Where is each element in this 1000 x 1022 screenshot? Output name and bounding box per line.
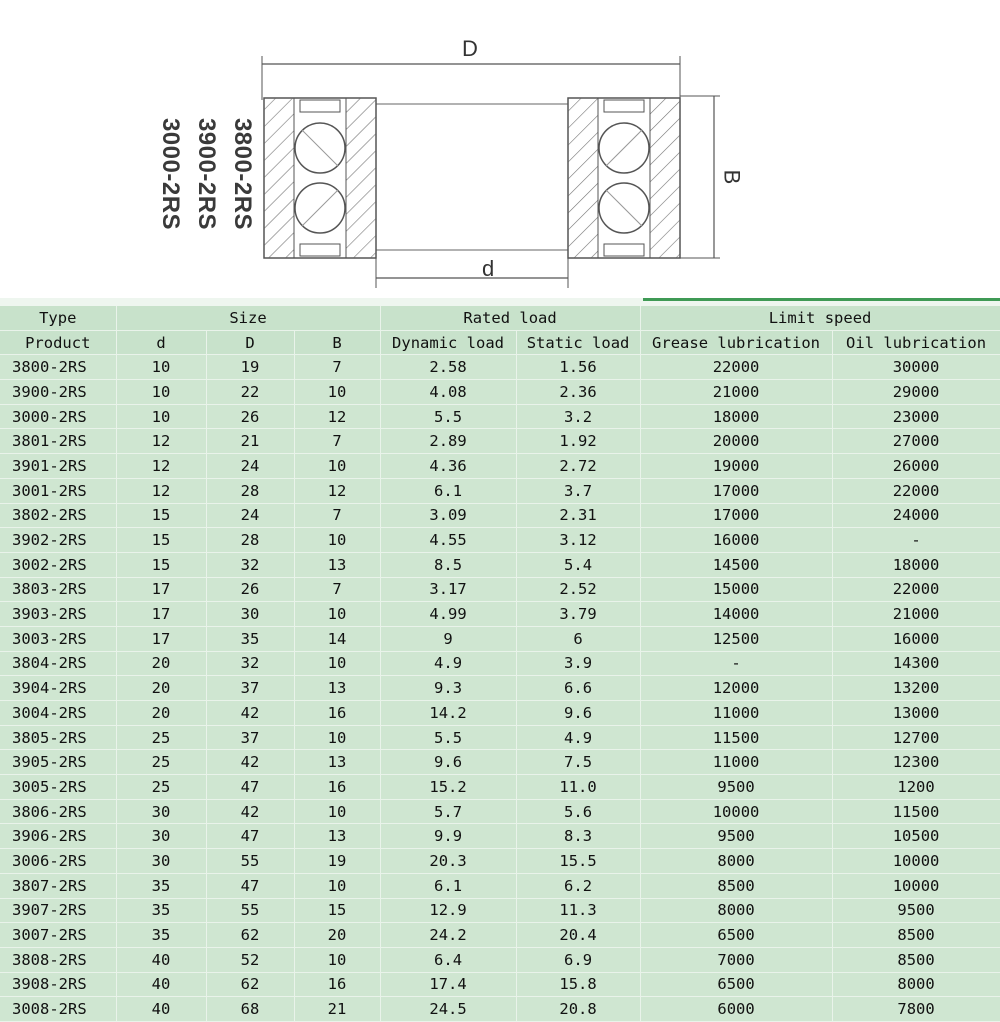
cell-b-width: 13 bbox=[294, 824, 380, 849]
cell-dynamic-load: 4.99 bbox=[380, 602, 516, 627]
cell-b-width: 15 bbox=[294, 898, 380, 923]
cell-d-outer: 47 bbox=[206, 873, 294, 898]
cell-oil-speed: 23000 bbox=[832, 404, 1000, 429]
cell-b-width: 10 bbox=[294, 602, 380, 627]
table-row bbox=[0, 355, 1000, 380]
cell-d-outer: 52 bbox=[206, 947, 294, 972]
group-header-size: Size bbox=[116, 306, 380, 330]
column-header-dynamic-load: Dynamic load bbox=[380, 330, 516, 355]
bearing-cross-section bbox=[0, 0, 1000, 300]
table-row bbox=[0, 429, 1000, 454]
table-top-strip bbox=[0, 298, 1000, 306]
cell-grease-speed: 6000 bbox=[640, 997, 832, 1022]
cell-oil-speed: 18000 bbox=[832, 552, 1000, 577]
cell-oil-speed: 30000 bbox=[832, 355, 1000, 380]
cell-product: 3901-2RS bbox=[0, 454, 116, 479]
cell-oil-speed: 8500 bbox=[832, 923, 1000, 948]
cell-b-width: 7 bbox=[294, 429, 380, 454]
cell-oil-speed: 27000 bbox=[832, 429, 1000, 454]
cell-b-width: 13 bbox=[294, 676, 380, 701]
cell-d-outer: 19 bbox=[206, 355, 294, 380]
cell-d-outer: 68 bbox=[206, 997, 294, 1022]
cell-product: 3000-2RS bbox=[0, 404, 116, 429]
cell-grease-speed: 8500 bbox=[640, 873, 832, 898]
cell-oil-speed: 13000 bbox=[832, 701, 1000, 726]
cell-product: 3804-2RS bbox=[0, 651, 116, 676]
cell-static-load: 15.8 bbox=[516, 972, 640, 997]
cell-b-width: 21 bbox=[294, 997, 380, 1022]
cell-oil-speed: 26000 bbox=[832, 454, 1000, 479]
cell-dynamic-load: 5.7 bbox=[380, 799, 516, 824]
cell-b-width: 12 bbox=[294, 404, 380, 429]
cell-d-outer: 42 bbox=[206, 750, 294, 775]
cell-dynamic-load: 4.36 bbox=[380, 454, 516, 479]
table-row bbox=[0, 775, 1000, 800]
cell-b-width: 10 bbox=[294, 725, 380, 750]
series-label-3000: 3000-2RS bbox=[157, 117, 185, 231]
table-row bbox=[0, 997, 1000, 1022]
cell-product: 3005-2RS bbox=[0, 775, 116, 800]
cell-d-outer: 28 bbox=[206, 528, 294, 553]
cell-oil-speed: 9500 bbox=[832, 898, 1000, 923]
header-accent-bar bbox=[643, 298, 1000, 301]
column-header-d-inner: d bbox=[116, 330, 206, 355]
table-row bbox=[0, 849, 1000, 874]
cell-product: 3904-2RS bbox=[0, 676, 116, 701]
cell-d-inner: 25 bbox=[116, 775, 206, 800]
table-row bbox=[0, 799, 1000, 824]
cell-grease-speed: 11500 bbox=[640, 725, 832, 750]
cell-oil-speed: 7800 bbox=[832, 997, 1000, 1022]
cell-b-width: 16 bbox=[294, 972, 380, 997]
table-row bbox=[0, 676, 1000, 701]
cell-dynamic-load: 8.5 bbox=[380, 552, 516, 577]
column-header-d-outer: D bbox=[206, 330, 294, 355]
cell-d-outer: 55 bbox=[206, 898, 294, 923]
cell-d-outer: 26 bbox=[206, 404, 294, 429]
cell-dynamic-load: 24.5 bbox=[380, 997, 516, 1022]
cell-grease-speed: 19000 bbox=[640, 454, 832, 479]
cell-grease-speed: 20000 bbox=[640, 429, 832, 454]
cell-oil-speed: 1200 bbox=[832, 775, 1000, 800]
cell-b-width: 7 bbox=[294, 503, 380, 528]
cell-oil-speed: 29000 bbox=[832, 380, 1000, 405]
cell-static-load: 2.52 bbox=[516, 577, 640, 602]
cell-d-inner: 20 bbox=[116, 676, 206, 701]
cell-product: 3900-2RS bbox=[0, 380, 116, 405]
cell-oil-speed: 10500 bbox=[832, 824, 1000, 849]
table-row bbox=[0, 454, 1000, 479]
cell-d-outer: 47 bbox=[206, 775, 294, 800]
cell-oil-speed: 22000 bbox=[832, 478, 1000, 503]
cell-oil-speed: 24000 bbox=[832, 503, 1000, 528]
cell-grease-speed: 10000 bbox=[640, 799, 832, 824]
table-row bbox=[0, 552, 1000, 577]
cell-static-load: 4.9 bbox=[516, 725, 640, 750]
cell-b-width: 16 bbox=[294, 701, 380, 726]
cell-dynamic-load: 4.55 bbox=[380, 528, 516, 553]
cell-d-outer: 26 bbox=[206, 577, 294, 602]
cell-dynamic-load: 2.58 bbox=[380, 355, 516, 380]
cell-d-inner: 40 bbox=[116, 972, 206, 997]
cell-dynamic-load: 6.1 bbox=[380, 873, 516, 898]
cell-static-load: 3.79 bbox=[516, 602, 640, 627]
cell-grease-speed: 6500 bbox=[640, 972, 832, 997]
cell-b-width: 13 bbox=[294, 552, 380, 577]
dimension-label-inner: d bbox=[482, 256, 495, 281]
cell-d-inner: 17 bbox=[116, 626, 206, 651]
table-row bbox=[0, 626, 1000, 651]
cell-d-inner: 20 bbox=[116, 651, 206, 676]
cell-b-width: 19 bbox=[294, 849, 380, 874]
cell-b-width: 10 bbox=[294, 380, 380, 405]
table-row bbox=[0, 577, 1000, 602]
dimension-label-outer: D bbox=[462, 36, 478, 61]
cell-d-outer: 62 bbox=[206, 972, 294, 997]
cell-static-load: 7.5 bbox=[516, 750, 640, 775]
cell-b-width: 7 bbox=[294, 355, 380, 380]
dimension-label-width: B bbox=[719, 169, 745, 185]
cell-d-inner: 35 bbox=[116, 873, 206, 898]
cell-dynamic-load: 3.17 bbox=[380, 577, 516, 602]
column-header-product: Product bbox=[0, 330, 116, 355]
group-header-row bbox=[0, 306, 1000, 330]
cell-static-load: 6 bbox=[516, 626, 640, 651]
cell-oil-speed: 14300 bbox=[832, 651, 1000, 676]
cell-static-load: 8.3 bbox=[516, 824, 640, 849]
cell-product: 3806-2RS bbox=[0, 799, 116, 824]
cell-d-outer: 28 bbox=[206, 478, 294, 503]
cell-b-width: 10 bbox=[294, 651, 380, 676]
group-header-rated-load: Rated load bbox=[380, 306, 640, 330]
cell-grease-speed: 17000 bbox=[640, 478, 832, 503]
cell-grease-speed: 16000 bbox=[640, 528, 832, 553]
cell-dynamic-load: 24.2 bbox=[380, 923, 516, 948]
cell-oil-speed: 12300 bbox=[832, 750, 1000, 775]
cell-product: 3908-2RS bbox=[0, 972, 116, 997]
cell-static-load: 6.6 bbox=[516, 676, 640, 701]
series-label-3900: 3900-2RS bbox=[193, 117, 221, 231]
cell-oil-speed: 10000 bbox=[832, 873, 1000, 898]
cell-oil-speed: 10000 bbox=[832, 849, 1000, 874]
cell-dynamic-load: 9 bbox=[380, 626, 516, 651]
cell-grease-speed: 21000 bbox=[640, 380, 832, 405]
cell-d-outer: 35 bbox=[206, 626, 294, 651]
table-row bbox=[0, 972, 1000, 997]
cell-grease-speed: 22000 bbox=[640, 355, 832, 380]
cell-grease-speed: 11000 bbox=[640, 750, 832, 775]
cell-static-load: 6.9 bbox=[516, 947, 640, 972]
cell-static-load: 11.0 bbox=[516, 775, 640, 800]
cell-static-load: 5.6 bbox=[516, 799, 640, 824]
cell-static-load: 3.7 bbox=[516, 478, 640, 503]
cell-oil-speed: 22000 bbox=[832, 577, 1000, 602]
cell-d-inner: 10 bbox=[116, 380, 206, 405]
cell-dynamic-load: 12.9 bbox=[380, 898, 516, 923]
cell-product: 3803-2RS bbox=[0, 577, 116, 602]
cell-static-load: 2.36 bbox=[516, 380, 640, 405]
cell-d-inner: 25 bbox=[116, 725, 206, 750]
cell-product: 3002-2RS bbox=[0, 552, 116, 577]
cell-d-outer: 30 bbox=[206, 602, 294, 627]
cell-d-inner: 12 bbox=[116, 454, 206, 479]
table-row bbox=[0, 824, 1000, 849]
cell-d-inner: 30 bbox=[116, 824, 206, 849]
cell-static-load: 2.72 bbox=[516, 454, 640, 479]
cell-product: 3905-2RS bbox=[0, 750, 116, 775]
cell-dynamic-load: 9.3 bbox=[380, 676, 516, 701]
cell-grease-speed: 17000 bbox=[640, 503, 832, 528]
cell-b-width: 16 bbox=[294, 775, 380, 800]
cell-dynamic-load: 9.6 bbox=[380, 750, 516, 775]
cell-b-width: 10 bbox=[294, 454, 380, 479]
cell-b-width: 7 bbox=[294, 577, 380, 602]
cell-product: 3903-2RS bbox=[0, 602, 116, 627]
cell-static-load: 1.56 bbox=[516, 355, 640, 380]
cell-grease-speed: 8000 bbox=[640, 849, 832, 874]
cell-product: 3003-2RS bbox=[0, 626, 116, 651]
cell-static-load: 5.4 bbox=[516, 552, 640, 577]
cell-d-outer: 24 bbox=[206, 454, 294, 479]
cell-oil-speed: - bbox=[832, 528, 1000, 553]
bearing-drawing bbox=[0, 0, 1000, 300]
cell-d-outer: 32 bbox=[206, 552, 294, 577]
cell-d-outer: 32 bbox=[206, 651, 294, 676]
bearing-spec-table bbox=[0, 306, 1000, 1022]
cell-d-outer: 42 bbox=[206, 799, 294, 824]
cell-static-load: 1.92 bbox=[516, 429, 640, 454]
cell-b-width: 12 bbox=[294, 478, 380, 503]
cell-static-load: 3.12 bbox=[516, 528, 640, 553]
cell-oil-speed: 12700 bbox=[832, 725, 1000, 750]
cell-oil-speed: 21000 bbox=[832, 602, 1000, 627]
cell-product: 3808-2RS bbox=[0, 947, 116, 972]
cell-product: 3007-2RS bbox=[0, 923, 116, 948]
cell-oil-speed: 11500 bbox=[832, 799, 1000, 824]
cell-dynamic-load: 17.4 bbox=[380, 972, 516, 997]
cell-b-width: 20 bbox=[294, 923, 380, 948]
cell-d-inner: 15 bbox=[116, 503, 206, 528]
table-row bbox=[0, 404, 1000, 429]
group-header-type: Type bbox=[0, 306, 116, 330]
cell-grease-speed: 9500 bbox=[640, 775, 832, 800]
column-header-b-width: B bbox=[294, 330, 380, 355]
cell-grease-speed: 6500 bbox=[640, 923, 832, 948]
column-header-oil-lubrication: Oil lubrication bbox=[832, 330, 1000, 355]
cell-d-outer: 24 bbox=[206, 503, 294, 528]
cell-d-outer: 62 bbox=[206, 923, 294, 948]
cell-product: 3807-2RS bbox=[0, 873, 116, 898]
cell-d-inner: 30 bbox=[116, 799, 206, 824]
cell-grease-speed: 9500 bbox=[640, 824, 832, 849]
cell-d-inner: 15 bbox=[116, 552, 206, 577]
cell-d-outer: 22 bbox=[206, 380, 294, 405]
table-row bbox=[0, 898, 1000, 923]
left-bearing-section bbox=[264, 98, 376, 258]
cell-grease-speed: 8000 bbox=[640, 898, 832, 923]
cell-b-width: 14 bbox=[294, 626, 380, 651]
cell-grease-speed: - bbox=[640, 651, 832, 676]
cell-product: 3802-2RS bbox=[0, 503, 116, 528]
cell-product: 3902-2RS bbox=[0, 528, 116, 553]
cell-d-outer: 37 bbox=[206, 676, 294, 701]
cell-b-width: 10 bbox=[294, 947, 380, 972]
cell-static-load: 6.2 bbox=[516, 873, 640, 898]
group-header-limit-speed: Limit speed bbox=[640, 306, 1000, 330]
cell-d-outer: 37 bbox=[206, 725, 294, 750]
cell-grease-speed: 14500 bbox=[640, 552, 832, 577]
cell-product: 3800-2RS bbox=[0, 355, 116, 380]
cell-static-load: 11.3 bbox=[516, 898, 640, 923]
table-row bbox=[0, 478, 1000, 503]
cell-oil-speed: 13200 bbox=[832, 676, 1000, 701]
cell-static-load: 3.9 bbox=[516, 651, 640, 676]
table-row bbox=[0, 651, 1000, 676]
cell-grease-speed: 12500 bbox=[640, 626, 832, 651]
cell-grease-speed: 15000 bbox=[640, 577, 832, 602]
table-row bbox=[0, 873, 1000, 898]
cell-d-outer: 55 bbox=[206, 849, 294, 874]
cell-d-inner: 10 bbox=[116, 404, 206, 429]
cell-d-inner: 17 bbox=[116, 602, 206, 627]
cell-grease-speed: 18000 bbox=[640, 404, 832, 429]
cell-b-width: 10 bbox=[294, 528, 380, 553]
table-row bbox=[0, 947, 1000, 972]
cell-dynamic-load: 4.9 bbox=[380, 651, 516, 676]
cell-d-inner: 20 bbox=[116, 701, 206, 726]
cell-oil-speed: 16000 bbox=[832, 626, 1000, 651]
cell-d-outer: 47 bbox=[206, 824, 294, 849]
cell-static-load: 3.2 bbox=[516, 404, 640, 429]
cell-static-load: 15.5 bbox=[516, 849, 640, 874]
cell-b-width: 10 bbox=[294, 799, 380, 824]
cell-dynamic-load: 3.09 bbox=[380, 503, 516, 528]
cell-dynamic-load: 2.89 bbox=[380, 429, 516, 454]
table-row bbox=[0, 528, 1000, 553]
cell-d-inner: 25 bbox=[116, 750, 206, 775]
cell-d-inner: 30 bbox=[116, 849, 206, 874]
cell-product: 3001-2RS bbox=[0, 478, 116, 503]
column-header-static-load: Static load bbox=[516, 330, 640, 355]
cell-b-width: 10 bbox=[294, 873, 380, 898]
cell-grease-speed: 12000 bbox=[640, 676, 832, 701]
column-header-grease-lubrication: Grease lubrication bbox=[640, 330, 832, 355]
cell-d-inner: 12 bbox=[116, 429, 206, 454]
cell-d-inner: 40 bbox=[116, 997, 206, 1022]
cell-product: 3801-2RS bbox=[0, 429, 116, 454]
cell-d-inner: 35 bbox=[116, 923, 206, 948]
cell-product: 3008-2RS bbox=[0, 997, 116, 1022]
cell-product: 3906-2RS bbox=[0, 824, 116, 849]
right-bearing-section bbox=[568, 98, 680, 258]
cell-dynamic-load: 15.2 bbox=[380, 775, 516, 800]
table-row bbox=[0, 380, 1000, 405]
cell-product: 3004-2RS bbox=[0, 701, 116, 726]
cell-dynamic-load: 5.5 bbox=[380, 725, 516, 750]
cell-oil-speed: 8000 bbox=[832, 972, 1000, 997]
cell-dynamic-load: 6.1 bbox=[380, 478, 516, 503]
cell-static-load: 9.6 bbox=[516, 701, 640, 726]
column-header-row bbox=[0, 330, 1000, 355]
table-row bbox=[0, 923, 1000, 948]
cell-d-outer: 21 bbox=[206, 429, 294, 454]
series-label-3800: 3800-2RS bbox=[229, 117, 257, 231]
cell-static-load: 2.31 bbox=[516, 503, 640, 528]
cell-dynamic-load: 6.4 bbox=[380, 947, 516, 972]
cell-d-outer: 42 bbox=[206, 701, 294, 726]
cell-dynamic-load: 14.2 bbox=[380, 701, 516, 726]
cell-oil-speed: 8500 bbox=[832, 947, 1000, 972]
table-row bbox=[0, 725, 1000, 750]
cell-grease-speed: 7000 bbox=[640, 947, 832, 972]
cell-d-inner: 12 bbox=[116, 478, 206, 503]
cell-d-inner: 35 bbox=[116, 898, 206, 923]
table-row bbox=[0, 503, 1000, 528]
table-row bbox=[0, 602, 1000, 627]
table-row bbox=[0, 750, 1000, 775]
cell-grease-speed: 11000 bbox=[640, 701, 832, 726]
cell-grease-speed: 14000 bbox=[640, 602, 832, 627]
cell-d-inner: 17 bbox=[116, 577, 206, 602]
cell-d-inner: 40 bbox=[116, 947, 206, 972]
cell-d-inner: 15 bbox=[116, 528, 206, 553]
cell-dynamic-load: 20.3 bbox=[380, 849, 516, 874]
cell-static-load: 20.4 bbox=[516, 923, 640, 948]
cell-b-width: 13 bbox=[294, 750, 380, 775]
cell-product: 3805-2RS bbox=[0, 725, 116, 750]
cell-static-load: 20.8 bbox=[516, 997, 640, 1022]
table-row bbox=[0, 701, 1000, 726]
cell-dynamic-load: 5.5 bbox=[380, 404, 516, 429]
cell-dynamic-load: 4.08 bbox=[380, 380, 516, 405]
cell-d-inner: 10 bbox=[116, 355, 206, 380]
cell-dynamic-load: 9.9 bbox=[380, 824, 516, 849]
cell-product: 3907-2RS bbox=[0, 898, 116, 923]
cell-product: 3006-2RS bbox=[0, 849, 116, 874]
